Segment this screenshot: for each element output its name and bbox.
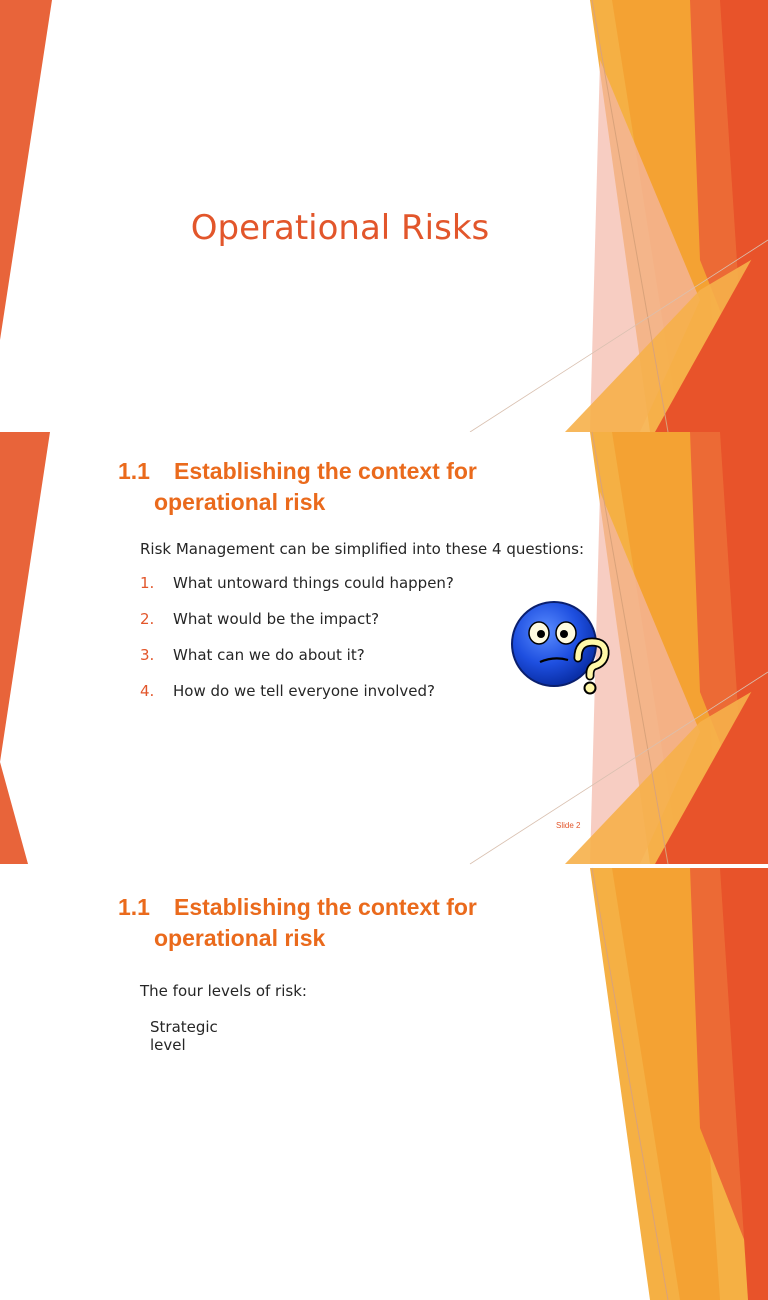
slide-3 [0,868,768,1054]
list-text: What would be the impact? [173,610,380,628]
section-heading [118,456,578,518]
list-text: How do we tell everyone involved? [173,682,435,700]
list-text: What can we do about it? [173,646,365,664]
bullet-text: Strategic level [150,1018,218,1054]
list-item [140,682,454,718]
heading-number: 1.1 [118,458,150,484]
intro-text: Risk Management can be simplified into these 4 questions: [140,540,585,558]
list-number: 2. [140,610,155,628]
heading-number: 1.1 [118,894,150,920]
slide-2 [0,432,768,864]
heading-line-2: operational risk [154,925,326,951]
section-heading [118,892,578,954]
list-number: 4. [140,682,155,700]
list-item [140,610,454,646]
confused-smiley-icon [506,600,610,696]
heading-line-1: Establishing the context for [174,458,477,484]
intro-text: The four levels of risk: [140,982,307,1000]
presentation-title: Operational Risks [190,208,490,248]
slide-1 [0,0,768,432]
question-list [140,574,454,718]
list-item [140,574,454,610]
list-number: 1. [140,574,155,592]
heading-line-2: operational risk [154,489,326,515]
partial-bullet [150,1014,230,1054]
list-item [140,646,454,682]
list-text: What untoward things could happen? [173,574,454,592]
list-number: 3. [140,646,155,664]
slide-number: Slide 2 [556,821,581,830]
heading-line-1: Establishing the context for [174,894,477,920]
